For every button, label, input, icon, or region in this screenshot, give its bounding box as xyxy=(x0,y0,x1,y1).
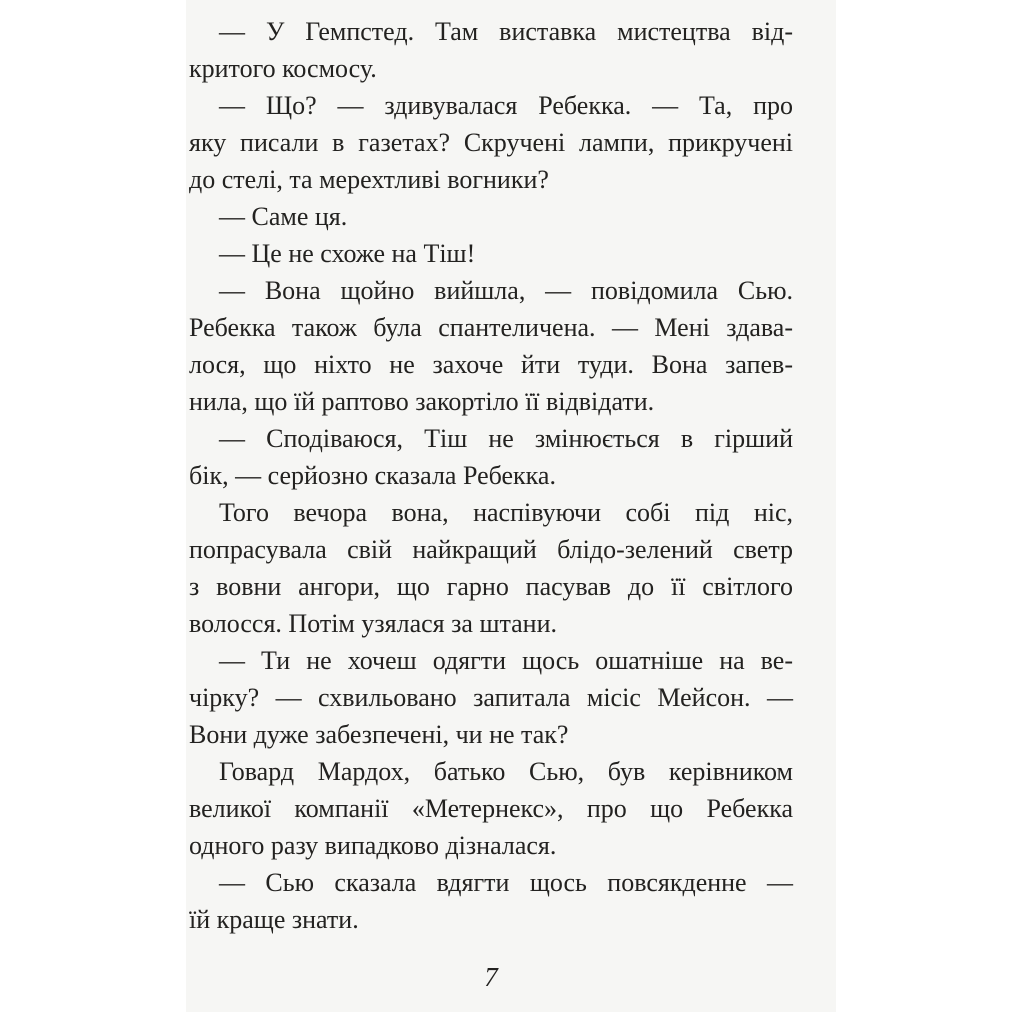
paragraph xyxy=(189,753,793,864)
paragraph xyxy=(189,642,793,753)
text-line: Ребекка також була спантеличена. — Мені здава- xyxy=(189,313,793,342)
text-line: волосся. Потім узялася за штани. xyxy=(189,609,558,638)
text-line: — Що? — здивувалася Ребекка. — Та, про xyxy=(219,91,793,120)
text-line: до стелі, та мерехтливі вогники? xyxy=(189,165,549,194)
text-line: чірку? — схвильовано запитала місіс Мейсон. — xyxy=(189,683,793,712)
page-number: 7 xyxy=(484,962,498,992)
text-line: яку писали в газетах? Скручені лампи, прикручені xyxy=(189,128,793,157)
text-line: — Сью сказала вдягти щось повсякденне — xyxy=(219,868,793,897)
text-line: критого космосу. xyxy=(189,54,377,83)
paragraph xyxy=(189,87,793,198)
text-line: одного разу випадково дізналася. xyxy=(189,831,557,860)
paragraph xyxy=(189,864,793,938)
text-line: — Вона щойно вийшла, — повідомила Сью. xyxy=(219,276,793,305)
paragraph xyxy=(189,494,793,642)
text-line: — Саме ця. xyxy=(219,202,348,231)
text-line: з вовни ангори, що гарно пасував до її світлого xyxy=(189,572,793,601)
text-line: — У Гемпстед. Там виставка мистецтва від- xyxy=(219,17,793,46)
paragraph xyxy=(189,272,793,420)
text-line: Вони дуже забезпечені, чи не так? xyxy=(189,720,569,749)
text-line: нила, що їй раптово закортіло її відвідати. xyxy=(189,387,655,416)
text-line: Говард Мардох, батько Сью, був керівником xyxy=(219,757,793,786)
paragraph xyxy=(189,420,793,494)
text-line: великої компанії «Метернекс», про що Ребекка xyxy=(189,794,793,823)
text-line: лося, що ніхто не захоче йти туди. Вона запев- xyxy=(189,350,793,379)
book-page xyxy=(186,0,836,1012)
page-text xyxy=(189,0,793,938)
text-line: Того вечора вона, наспівуючи собі під ніс, xyxy=(219,498,793,527)
text-line: бік, — серйозно сказала Ребекка. xyxy=(189,461,556,490)
text-line: попрасувала свій найкращий блідо-зелений светр xyxy=(189,535,793,564)
paragraph xyxy=(189,13,793,87)
text-line: — Сподіваюся, Тіш не змінюється в гірший xyxy=(219,424,793,453)
text-line: — Ти не хочеш одягти щось ошатніше на ве- xyxy=(219,646,793,675)
paragraph xyxy=(189,235,793,272)
paragraph xyxy=(189,198,793,235)
text-line: їй краще знати. xyxy=(189,905,359,934)
text-line: — Це не схоже на Тіш! xyxy=(219,239,476,268)
